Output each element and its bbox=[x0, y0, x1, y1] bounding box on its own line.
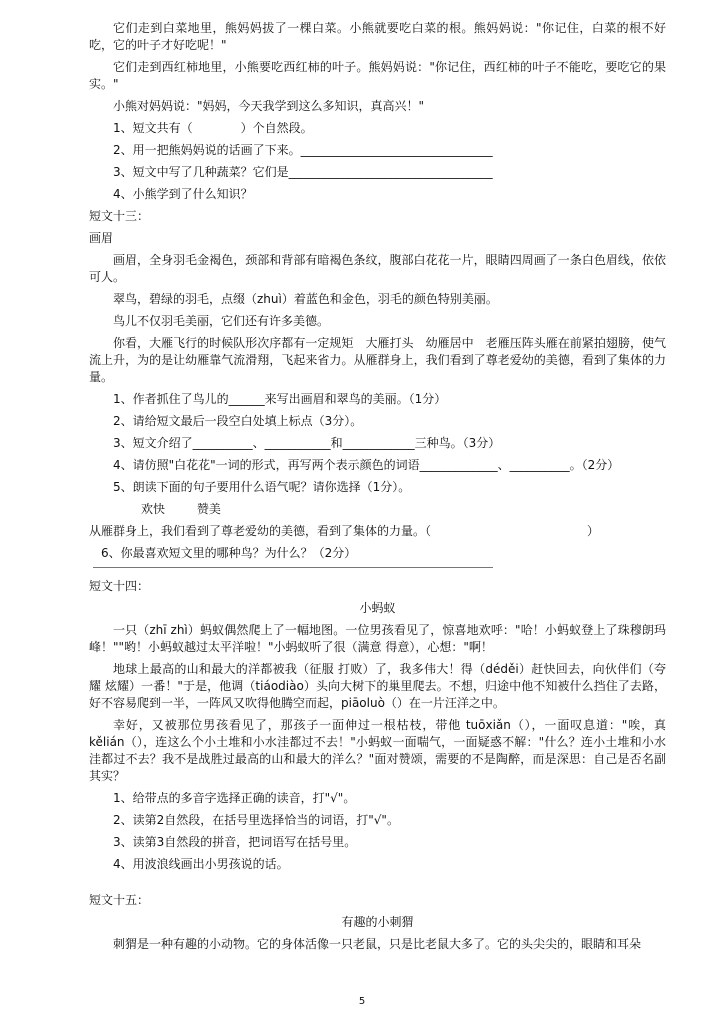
answer-line bbox=[93, 567, 493, 568]
question: 1、给带点的多音字选择正确的读音，打"√"。 bbox=[113, 791, 356, 805]
paragraph: 幸好，又被那位男孩看见了，那孩子一面伸过一根枯枝，带他 tuōxiǎn（），一面叹息道："唉，真 kělián（），连这么个小土堆和小水洼都过不去！"小蚂蚁一面喘气，一面疑惑不解："什么？连小土堆和小水洼都过不去？我不是战胜过最高的山和最大的洋么？"面对赞颂，需要的不是陶醉，而是深思：自己是否名副其实？ bbox=[89, 718, 666, 783]
paragraph: 刺猬是一种有趣的小动物。它的身体活像一只老鼠，只是比老鼠大多了。它的头尖尖的，眼睛和耳朵 bbox=[113, 937, 642, 951]
paragraph: 一只（zhī zhì）蚂蚁偶然爬上了一幅地图。一位男孩看见了，惊喜地欢呼："哈！小蚂蚁登上了珠穆朗玛峰！""哟！小蚂蚁越过太平洋啦！"小蚂蚁听了很（满意 得意），心想："啊！ bbox=[89, 623, 666, 654]
question: 5、朗读下面的句子要用什么语气呢？请你选择（1分）。 bbox=[113, 480, 411, 494]
story-title: 有趣的小刺猬 bbox=[341, 915, 414, 929]
question: 2、用一把熊妈妈说的话画了下来。________________________________ bbox=[113, 143, 493, 157]
section-heading: 短文十三： bbox=[89, 209, 150, 223]
paragraph: 翠鸟，碧绿的羽毛，点缀（zhuì）着蓝色和金色，羽毛的颜色特别美丽。 bbox=[113, 292, 498, 306]
story-title: 小蚂蚁 bbox=[359, 601, 396, 615]
question: 4、用波浪线画出小男孩说的话。 bbox=[113, 857, 289, 871]
question: 4、小熊学到了什么知识？ bbox=[113, 187, 253, 201]
page-number: 5 bbox=[358, 996, 366, 1007]
question: 3、短文中写了几种蔬菜？它们是__________________________________ bbox=[113, 165, 493, 179]
question: 1、作者抓住了鸟儿的______来写出画眉和翠鸟的美丽。（1分） bbox=[113, 392, 447, 406]
section-heading: 短文十五： bbox=[89, 893, 150, 907]
paragraph: 鸟儿不仅羽毛美丽，它们还有许多美德。 bbox=[113, 314, 330, 328]
spacer bbox=[89, 878, 666, 892]
section-heading: 短文十四： bbox=[89, 579, 150, 593]
option-cheerful: 欢快 bbox=[141, 502, 166, 516]
story-12-section bbox=[89, 20, 666, 203]
question-sentence: 从雁群身上，我们看到了尊老爱幼的美德，看到了集体的力量。（ ） bbox=[89, 524, 600, 538]
question: 3、短文介绍了__________、___________和____________三种鸟。（3分） bbox=[113, 436, 501, 450]
question: 2、读第2自然段，在括号里选择恰当的词语，打"√"。 bbox=[113, 813, 399, 827]
paragraph: 小熊对妈妈说："妈妈，今天我学到这么多知识，真高兴！" bbox=[113, 99, 425, 113]
question: 3、读第3自然段的拼音，把词语写在括号里。 bbox=[113, 835, 357, 849]
question: 6、你最喜欢短文里的哪种鸟？为什么？（2分） bbox=[101, 546, 357, 560]
story-15-section bbox=[89, 892, 666, 953]
paragraph: 它们走到白菜地里，熊妈妈拔了一棵白菜。小熊就要吃白菜的根。熊妈妈说："你记住，白菜的根不好吃，它的叶子才好吃呢！" bbox=[89, 21, 666, 52]
page-content bbox=[89, 20, 666, 958]
option-praise: 赞美 bbox=[196, 502, 221, 516]
paragraph: 它们走到西红柿地里，小熊要吃西红柿的叶子。熊妈妈说："你记住，西红柿的叶子不能吃，要吃它的果实。" bbox=[89, 60, 666, 91]
story-14-section bbox=[89, 578, 666, 873]
paragraph: 画眉，全身羽毛金褐色，颈部和背部有暗褐色条纹，腹部白花花一片，眼睛四周画了一条白色眉线，依依可人。 bbox=[89, 253, 666, 284]
question: 2、请给短文最后一段空白处填上标点（3分）。 bbox=[113, 414, 363, 428]
paragraph: 地球上最高的山和最大的洋都被我（征服 打败）了，我多伟大！得（déděi）赶快回去，向伙伴们（夸耀 炫耀）一番！"于是，他调（tiáodiào）头向大树下的巢里爬去。不想，归途中他不知被什么挡住了去路，好不容易爬到一半，一阵风又吹得他腾空而起，piāoluò（）在一片汪洋之中。 bbox=[89, 662, 666, 710]
story-title: 画眉 bbox=[89, 231, 114, 245]
answer-options bbox=[89, 501, 666, 518]
question: 4、请仿照"白花花"一词的形式，再写两个表示颜色的词语_____________、__________。（2分） bbox=[113, 458, 620, 472]
story-13-section bbox=[89, 208, 666, 568]
question: 1、短文共有（ ）个自然段。 bbox=[113, 121, 313, 135]
paragraph: 你看，大雁飞行的时候队形次序都有一定规矩 大雁打头 幼雁居中 老雁压阵头雁在前紧拍翅膀，使气流上升，为的是让幼雁靠气流滑翔，飞起来省力。从雁群身上，我们看到了尊老爱幼的美德，看到了集体的力量。 bbox=[89, 336, 666, 384]
